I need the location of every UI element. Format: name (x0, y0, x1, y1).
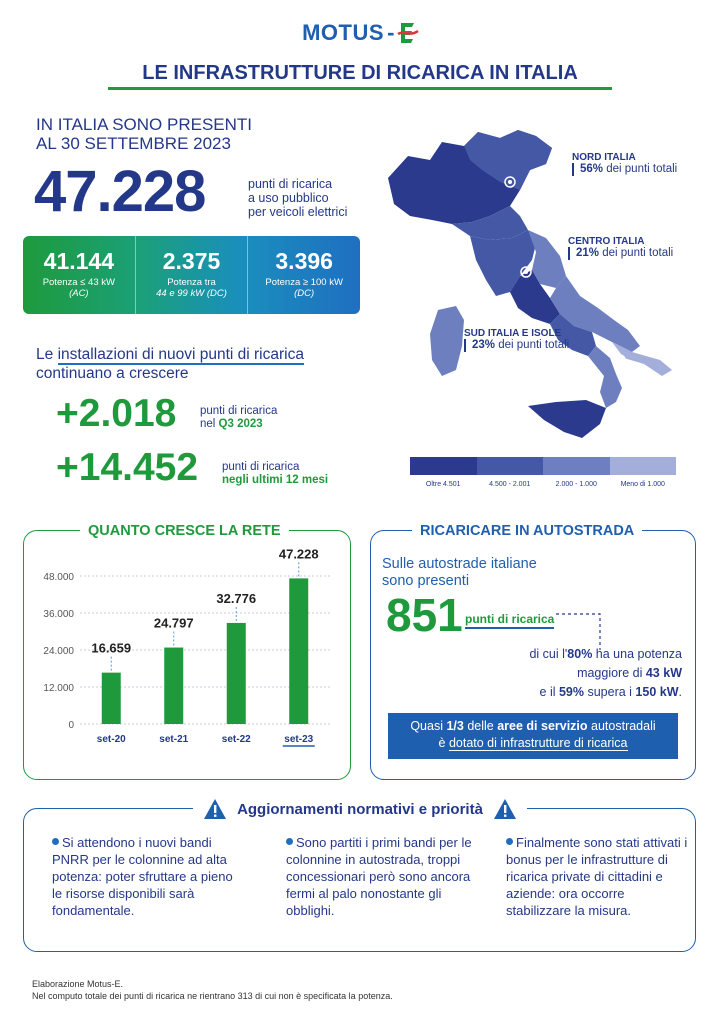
update-item (286, 834, 472, 919)
bullet-icon (52, 838, 59, 845)
marker-south-dot (618, 358, 622, 362)
bar-set-22 (227, 623, 246, 724)
region-label-north (572, 152, 677, 176)
legend-label: Meno di 1.000 (620, 481, 665, 488)
marker-north-dot (508, 180, 512, 184)
highway-intro (382, 556, 537, 590)
legend-label: Oltre 4.501 (425, 481, 461, 488)
region-share-text: dei punti totali (602, 247, 674, 259)
region-share-value: 21% (576, 247, 600, 259)
service-areas-callout (388, 713, 678, 759)
callout-text: Quasi (410, 719, 447, 733)
detail-text: supera i (584, 685, 636, 699)
region-name: CENTRO ITALIA (568, 236, 645, 247)
legend-swatch (610, 457, 677, 475)
updates-title: Aggiornamenti normativi e priorità (237, 800, 483, 818)
callout-text: è (438, 736, 449, 750)
detail-text: maggiore di (577, 666, 646, 680)
year-growth-value: +14.452 (56, 446, 199, 489)
kpi-value: 3.396 (275, 248, 333, 274)
region-share (568, 247, 673, 260)
callout-highlight: dotato di infrastrutture di ricarica (448, 736, 628, 750)
q3-growth-period-pre: nel (200, 418, 219, 430)
highway-intro-line: sono presenti (382, 573, 470, 589)
bar-set-23 (289, 578, 308, 724)
detail-kw-150: 150 kW (635, 685, 679, 699)
brand-e-logo (398, 21, 418, 45)
bar-set-21 (164, 648, 183, 724)
page-title: LE INFRASTRUTTURE DI RICARICA IN ITALIA (142, 62, 578, 84)
power-breakdown (23, 236, 360, 314)
growth-text-pre: Le (36, 346, 58, 363)
highway-detail: di cui l'80% ha una potenza maggiore di 43 kW e il 59% supera i 150 kW. (529, 647, 682, 699)
footer-line: Nel computo totale dei punti di ricarica ne rientrano 313 di cui non è specificata la potenza. (32, 991, 393, 1001)
update-text: Si attendono i nuovi bandi PNRR per le colonnine ad alta potenza: poter sfruttare a pieno le risorse disponibili sarà fondamentale. (52, 835, 233, 918)
logo (0, 20, 720, 46)
region-name: SUD ITALIA E ISOLE (464, 328, 562, 339)
marker-centre-dot (524, 270, 528, 274)
detail-text: di cui l' (529, 647, 568, 661)
intro-line-1: IN ITALIA SONO PRESENTI (36, 115, 253, 134)
y-tick-label: 24.000 (43, 646, 74, 657)
updates-header (0, 798, 720, 825)
kpi-value: 2.375 (162, 248, 221, 274)
title-underline (108, 87, 612, 90)
update-text: Sono partiti i primi bandi per le colonnine in autostrada, troppi concessionari però sono ancora fermi al palo nonostante gli obblighi. (286, 835, 472, 918)
region-share-text: dei punti totali (498, 339, 570, 351)
y-tick-label: 36.000 (43, 609, 74, 620)
region-sardinia (430, 306, 464, 376)
x-tick-label: set-22 (221, 734, 251, 745)
kpi-label-line: Potenza ≥ 100 kW (265, 277, 343, 288)
kpi-dc-high (248, 236, 360, 314)
y-tick-label: 0 (68, 720, 74, 731)
warning-icon (203, 798, 227, 820)
region-label-centre (568, 236, 673, 260)
q3-growth-period: Q3 2023 (218, 418, 263, 430)
footer-note (32, 978, 393, 1002)
y-tick-label: 12.000 (43, 683, 74, 694)
total-description (248, 177, 347, 219)
bar-set-20 (102, 673, 121, 724)
footer-line: Elaborazione Motus-E. (32, 979, 124, 989)
callout-text: delle (463, 719, 498, 733)
kpi-dc-mid (136, 236, 249, 314)
bar-value-label: 32.776 (216, 590, 257, 606)
brand-name: MOTUS (302, 20, 385, 45)
detail-pct-80: 80% (567, 647, 593, 661)
bar-value-label: 47.228 (278, 546, 319, 562)
growth-text-post: continuano a crescere (36, 365, 189, 382)
intro-line-2: AL 30 SETTEMBRE 2023 (36, 134, 231, 153)
region-share-value: 56% (580, 163, 604, 175)
kpi-label-line: Potenza ≤ 43 kW (42, 277, 115, 288)
growth-bar-chart (30, 546, 340, 752)
brand-dash: - (387, 20, 395, 45)
year-growth-period: negli ultimi 12 mesi (222, 474, 329, 486)
total-desc-3: per veicoli elettrici (248, 205, 348, 219)
legend-swatch (543, 457, 610, 475)
q3-growth-desc (200, 405, 277, 431)
growth-text-highlight: installazioni di nuovi punti di ricarica (57, 346, 304, 363)
y-tick-label: 48.000 (43, 572, 74, 583)
highway-panel-title: RICARICARE IN AUTOSTRADA (412, 523, 642, 539)
total-desc-1: punti di ricarica (248, 177, 333, 191)
update-text: Finalmente sono stati attivati i bonus per le infrastrutture di ricarica private di cittadini e aziende: ora occorre stabilizzare la misura. (506, 835, 688, 918)
highway-charging-points: 851 (386, 589, 463, 641)
region-share-text: dei punti totali (606, 163, 678, 175)
detail-text: ha una potenza (592, 647, 682, 661)
kpi-label (248, 277, 360, 299)
highway-intro-line: Sulle autostrade italiane (382, 556, 537, 572)
kpi-label (136, 277, 248, 299)
legend-swatch (477, 457, 544, 475)
growth-statement (36, 345, 304, 383)
bullet-icon (506, 838, 513, 845)
bar-value-label: 24.797 (153, 615, 194, 631)
x-tick-label: set-21 (159, 734, 189, 745)
kpi-ac (23, 236, 136, 314)
x-tick-label: set-23 (284, 734, 314, 745)
detail-kw-43: 43 kW (645, 666, 682, 680)
total-charging-points: 47.228 (34, 159, 206, 224)
update-item (506, 834, 692, 919)
intro-heading (36, 115, 252, 153)
region-share (464, 339, 569, 352)
total-desc-2: a uso pubblico (248, 191, 329, 205)
callout-fraction: 1/3 (446, 719, 464, 733)
bullet-icon (286, 838, 293, 845)
detail-pct-59: 59% (558, 685, 584, 699)
chart-panel-title: QUANTO CRESCE LA RETE (80, 523, 289, 539)
kpi-label-line: Potenza tra (167, 277, 216, 288)
kpi-value: 41.144 (43, 248, 115, 274)
bar-value-label: 16.659 (91, 640, 132, 656)
x-tick-label: set-20 (96, 734, 126, 745)
legend-label: 2.000 - 1.000 (555, 481, 597, 488)
warning-icon (493, 798, 517, 820)
region-share (572, 163, 677, 176)
region-sicily (528, 400, 606, 438)
region-share-value: 23% (472, 339, 496, 351)
callout-service-areas: aree di servizio (497, 719, 588, 733)
year-growth-desc-line: punti di ricarica (222, 461, 300, 473)
highway-unit: punti di ricarica (465, 612, 554, 629)
update-item (52, 834, 238, 919)
region-label-south (464, 328, 569, 352)
q3-growth-value: +2.018 (56, 392, 177, 435)
kpi-label-line: 44 e 99 kW (DC) (156, 288, 227, 299)
callout-text: autostradali (587, 719, 656, 733)
year-growth-desc (222, 461, 328, 487)
kpi-label-line: (AC) (69, 288, 89, 299)
q3-growth-desc-line: punti di ricarica (200, 405, 278, 417)
kpi-label-line: (DC) (294, 288, 315, 299)
detail-text: e il (539, 685, 559, 699)
region-name: NORD ITALIA (572, 152, 636, 163)
legend-swatch (410, 457, 477, 475)
kpi-label (23, 277, 135, 299)
legend-label: 4.500 - 2.001 (489, 481, 531, 488)
map-legend (410, 457, 676, 488)
